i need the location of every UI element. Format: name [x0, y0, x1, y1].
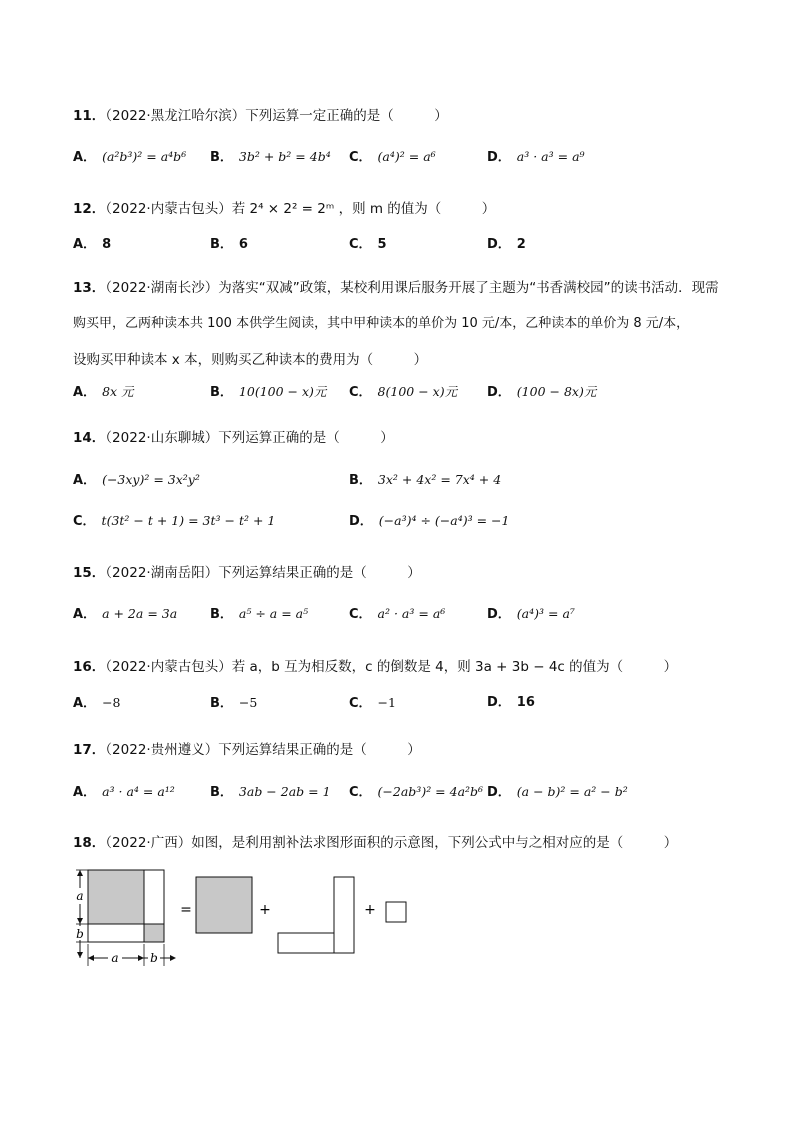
option-c: C． 5 [349, 237, 387, 252]
option-c: C． t(3t² − t + 1) = 3t³ − t² + 1 [73, 513, 276, 529]
option-c: C． (a⁴)² = a⁶ [349, 149, 436, 165]
shaded-square-a [88, 870, 144, 924]
option-b: B． 3x² + 4x² = 7x⁴ + 4 [349, 472, 502, 488]
question-source: （2022·广西） [105, 835, 192, 851]
small-square [386, 902, 406, 922]
question-number: 16． [73, 659, 106, 675]
question-14 [73, 428, 394, 448]
question-number: 13． [73, 280, 106, 296]
question-stem: 下列运算结果正确的是（ ） [218, 565, 421, 581]
option-d: D． 2 [487, 237, 526, 252]
plus-sign-2: + [364, 902, 376, 918]
horizontal-rectangle [278, 933, 334, 953]
option-c: C． −1 [349, 695, 396, 711]
question-source: （2022·黑龙江哈尔滨） [105, 108, 246, 124]
option-b: B． 6 [210, 237, 248, 252]
label-a-horizontal: a [111, 951, 119, 965]
question-13 [73, 278, 723, 386]
option-a: A． 8x 元 [73, 384, 134, 400]
option-b: B． 3b² + b² = 4b⁴ [210, 149, 331, 165]
question-stem-line-3: 设购买甲种读本 x 本，则购买乙种读本的费用为（ ） [73, 352, 428, 368]
option-d: D． (a⁴)³ = a⁷ [487, 606, 575, 622]
question-stem: 下列运算一定正确的是（ ） [245, 108, 448, 124]
question-17 [73, 740, 421, 760]
option-d: D． (a − b)² = a² − b² [487, 784, 628, 800]
question-number: 17． [73, 742, 106, 758]
shaded-square-b [144, 924, 164, 942]
l-shape-rectangles [278, 877, 354, 953]
question-source: （2022·贵州遵义） [105, 742, 219, 758]
option-d: D． a³ · a³ = a⁹ [487, 149, 585, 165]
option-d: D． 16 [487, 695, 535, 710]
plus-sign-1: + [259, 902, 271, 918]
option-b: B． 10(100 − x)元 [210, 384, 327, 400]
question-number: 12． [73, 201, 106, 217]
question-stem: 如图，是利用割补法求图形面积的示意图，下列公式中与之相对应的是（ ） [191, 835, 678, 851]
option-a: A． (−3xy)² = 3x²y² [73, 472, 200, 488]
option-d: D． (100 − 8x)元 [487, 384, 597, 400]
option-c: C． a² · a³ = a⁶ [349, 606, 446, 622]
question-11 [73, 106, 448, 126]
question-stem: 下列运算正确的是（ ） [218, 430, 394, 446]
option-a: A． 8 [73, 237, 112, 252]
question-source: （2022·湖南岳阳） [105, 565, 219, 581]
option-a: A． a + 2a = 3a [73, 606, 178, 622]
question-stem: 下列运算结果正确的是（ ） [218, 742, 421, 758]
question-18 [73, 833, 677, 853]
question-number: 11． [73, 108, 106, 124]
question-source: （2022·内蒙古包头） [105, 659, 232, 675]
question-stem: 若 a，b 互为相反数，c 的倒数是 4，则 3a + 3b − 4c 的值为（ ） [231, 659, 678, 675]
horizontal-dimension [88, 944, 176, 966]
area-diagram [74, 862, 434, 972]
question-number: 18． [73, 835, 106, 851]
question-source: （2022·湖南长沙） [105, 280, 219, 296]
option-b: B． −5 [210, 695, 258, 711]
label-b-vertical: b [76, 927, 84, 941]
question-number: 15． [73, 565, 106, 581]
label-a-vertical: a [76, 889, 84, 903]
composite-square [88, 870, 164, 942]
shaded-square [196, 877, 252, 933]
vertical-rectangle [334, 877, 354, 953]
question-15 [73, 563, 421, 583]
option-c: C． 8(100 − x)元 [349, 384, 458, 400]
equals-sign: = [180, 902, 192, 918]
option-d: D． (−a³)⁴ ÷ (−a⁴)³ = −1 [349, 513, 510, 529]
label-b-horizontal: b [150, 951, 158, 965]
option-b: B． 3ab − 2ab = 1 [210, 784, 331, 800]
question-stem: 若 2⁴ × 2² = 2ᵐ ，则 m 的值为（ ） [231, 201, 496, 217]
question-number: 14． [73, 430, 106, 446]
question-source: （2022·内蒙古包头） [105, 201, 232, 217]
question-12 [73, 199, 495, 219]
question-stem-line-1: 为落实“双减”政策，某校利用课后服务开展了主题为“书香满校园”的读书活动．现需 [218, 280, 719, 296]
question-16 [73, 657, 677, 677]
option-c: C． (−2ab³)² = 4a²b⁶ [349, 784, 484, 800]
question-stem-line-2: 购买甲，乙两种读本共 100 本供学生阅读，其中甲种读本的单价为 10 元/本，乙种读本的单价为 8 元/本， [73, 316, 690, 331]
question-source: （2022·山东聊城） [105, 430, 219, 446]
option-a: A． (a²b³)² = a⁴b⁶ [73, 149, 187, 165]
option-a: A． a³ · a⁴ = a¹² [73, 784, 175, 800]
option-b: B． a⁵ ÷ a = a⁵ [210, 606, 309, 622]
option-a: A． −8 [73, 695, 121, 711]
vertical-dimension [74, 870, 88, 958]
